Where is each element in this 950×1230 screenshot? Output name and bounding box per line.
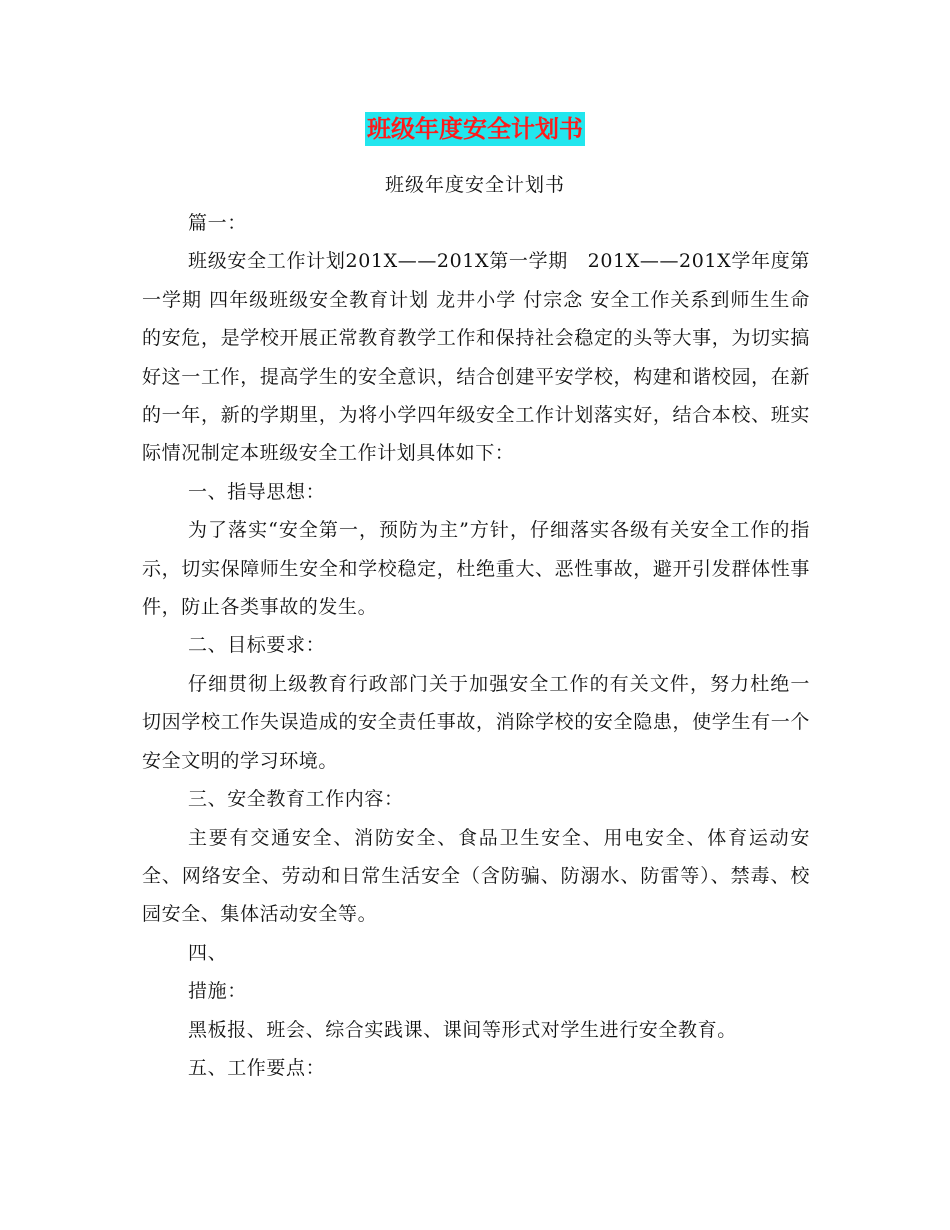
- section-heading-four: 四、: [188, 941, 228, 964]
- measures-paragraph: 黑板报、班会、综合实践课、课间等形式对学生进行安全教育。: [188, 1018, 737, 1041]
- section-heading-work-points: 五、工作要点：: [188, 1056, 326, 1079]
- guiding-thought-paragraph: 为了落实“安全第一，预防为主”方针，仔细落实各级有关安全工作的指示，切实保障师生安全和学校稳定，杜绝重大、恶性事故，避开引发群体性事件，防止各类事故的发生。: [142, 519, 810, 619]
- content-paragraph: 主要有交通安全、消防安全、食品卫生安全、用电安全、体育运动安全、网络安全、劳动和日常生活安全（含防骗、防溺水、防雷等）、禁毒、校园安全、集体活动安全等。: [142, 826, 810, 926]
- document-subtitle: 班级年度安全计划书: [384, 174, 565, 196]
- section-heading-goals: 二、目标要求：: [188, 634, 326, 657]
- document-title-container: [0, 112, 950, 146]
- part-label: 篇一：: [188, 212, 247, 234]
- section-heading-content: 三、安全教育工作内容：: [188, 788, 404, 811]
- document-title: 班级年度安全计划书: [365, 112, 585, 146]
- intro-paragraph: 班级安全工作计划201X——201X第一学期 201X——201X学年度第一学期 四年级班级安全教育计划 龙井小学 付宗念 安全工作关系到师生生命的安危，是学校开展正常教育教学工作和保持社会稳定的头等大事，为切实搞好这一工作，提高学生的安全意识，结合创建平安学校，构建和谐校园，在新的一年，新的学期里，为将小学四年级安全工作计划落实好，结合本校、班实际情况制定本班级安全工作计划具体如下：: [142, 250, 810, 465]
- section-heading-measures: 措施：: [188, 980, 247, 1003]
- goals-paragraph: 仔细贯彻上级教育行政部门关于加强安全工作的有关文件，努力杜绝一切因学校工作失误造成的安全责任事故，消除学校的安全隐患，使学生有一个安全文明的学习环境。: [142, 672, 810, 772]
- document-body: [142, 204, 810, 1087]
- section-heading-guiding-thought: 一、指导思想：: [188, 480, 326, 503]
